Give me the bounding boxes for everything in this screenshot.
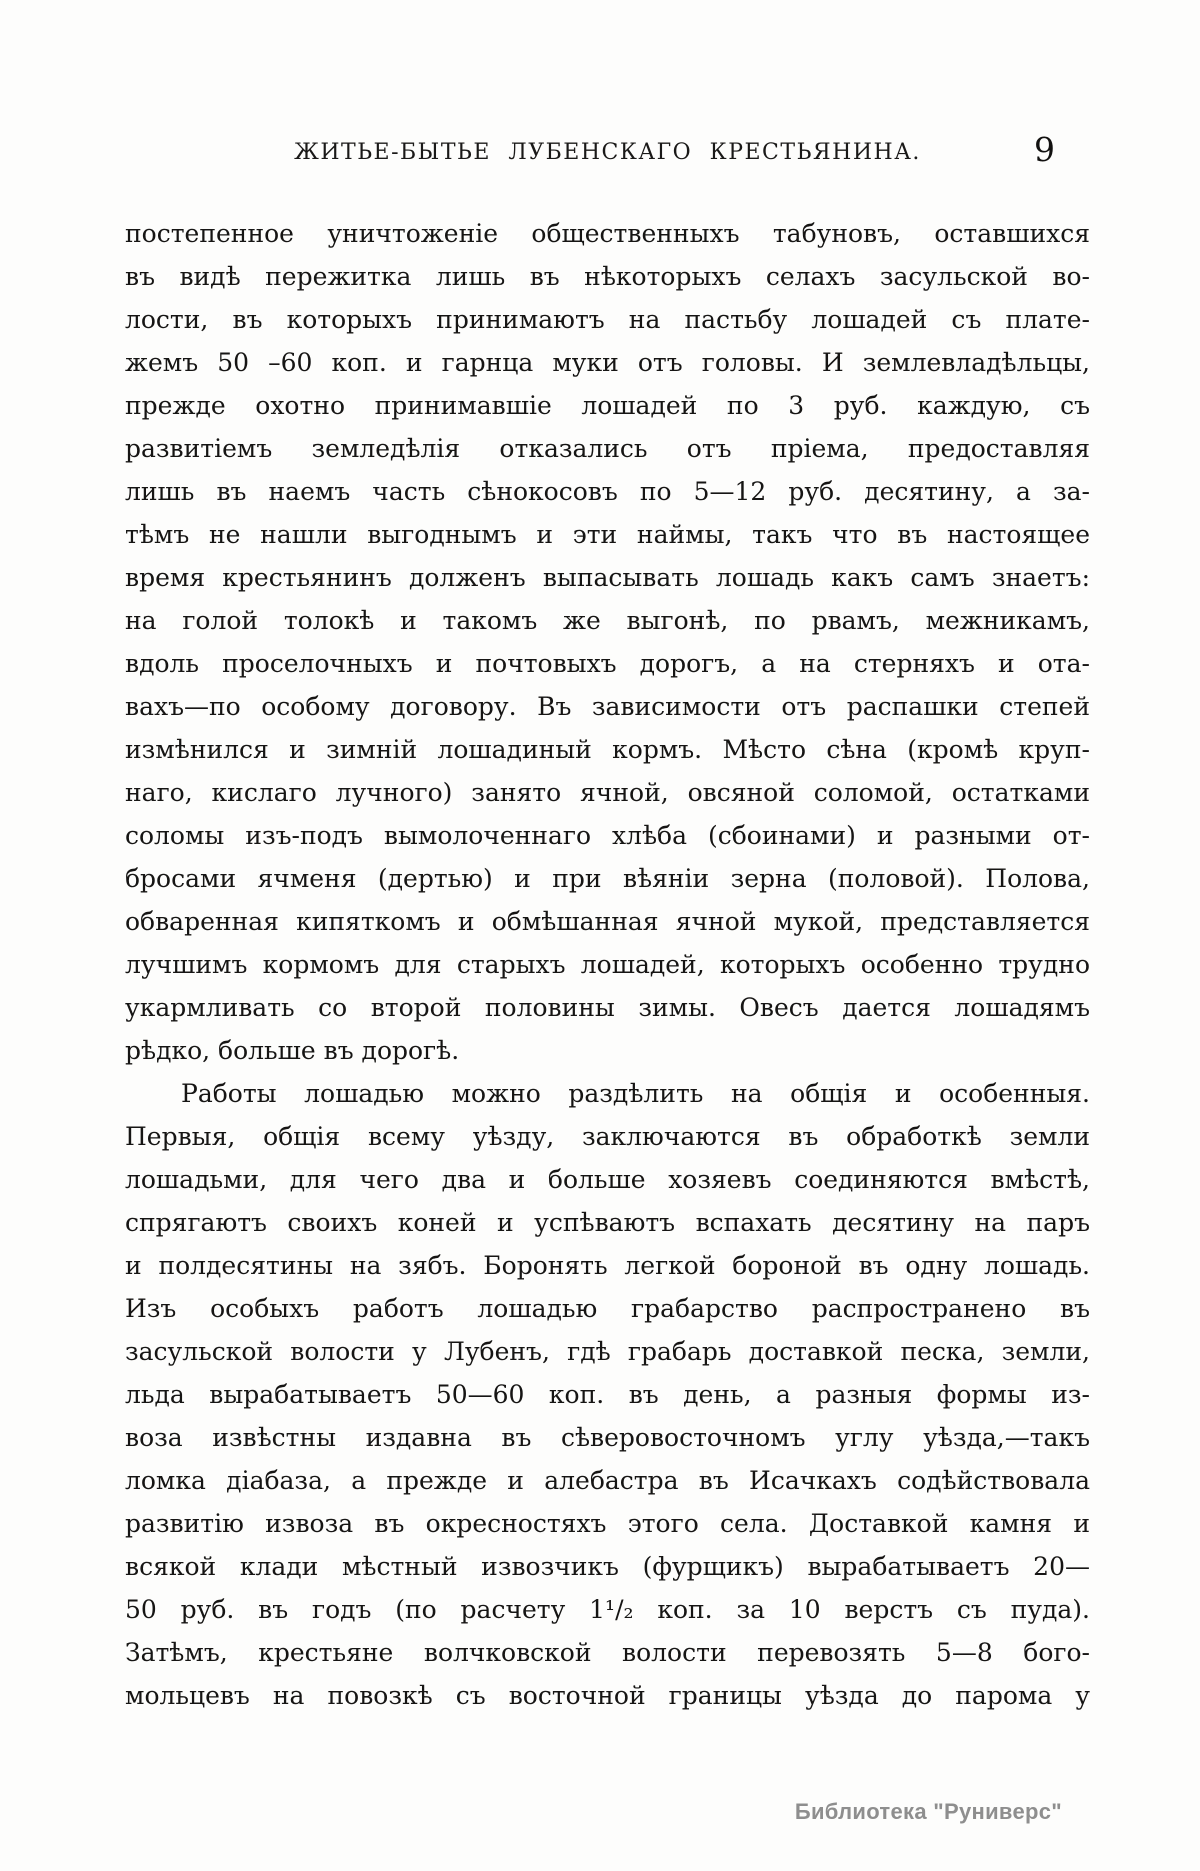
- text-line: наго, кислаго лучного) занято ячной, овсяной соломой, остатками: [125, 778, 1090, 807]
- text-line: лошадьми, для чего два и больше хозяевъ соединяются вмѣстѣ,: [125, 1165, 1090, 1194]
- text-line: вахъ—по особому договору. Въ зависимости отъ распашки степей: [125, 692, 1090, 721]
- text-line: лости, въ которыхъ принимаютъ на пастьбу лошадей съ плате-: [125, 305, 1090, 334]
- text-line: тѣмъ не нашли выгоднымъ и эти наймы, такъ что въ настоящее: [125, 520, 1090, 549]
- text-line: 50 руб. въ годъ (по расчету 1¹/₂ коп. за 10 верстъ съ пуда).: [125, 1595, 1090, 1624]
- text-line: бросами ячменя (дертью) и при вѣяніи зерна (половой). Полова,: [125, 864, 1090, 893]
- text-line: обваренная кипяткомъ и обмѣшанная ячной мукой, представляется: [125, 907, 1090, 936]
- text-line: время крестьянинъ долженъ выпасывать лошадь какъ самъ знаетъ:: [125, 563, 1090, 592]
- page-number: 9: [1034, 130, 1055, 169]
- text-line: лишь въ наемъ часть сѣнокосовъ по 5—12 руб. десятину, а за-: [125, 477, 1090, 506]
- text-line: Первыя, общія всему уѣзду, заключаются въ обработкѣ земли: [125, 1122, 1090, 1151]
- text-line: измѣнился и зимній лошадиный кормъ. Мѣсто сѣна (кромѣ круп-: [125, 735, 1090, 764]
- text-line: Затѣмъ, крестьяне волчковской волости перевозять 5—8 бого-: [125, 1638, 1090, 1667]
- text-line: Изъ особыхъ работъ лошадью грабарство распространено въ: [125, 1294, 1090, 1323]
- text-line: лучшимъ кормомъ для старыхъ лошадей, которыхъ особенно трудно: [125, 950, 1090, 979]
- text-line: воза извѣстны издавна въ сѣверовосточномъ углу уѣзда,—такъ: [125, 1423, 1090, 1452]
- text-line: на голой толокѣ и такомъ же выгонѣ, по рвамъ, межникамъ,: [125, 606, 1090, 635]
- text-line: ломка діабаза, а прежде и алебастра въ Исачкахъ содѣйствовала: [125, 1466, 1090, 1495]
- text-line: укармливать со второй половины зимы. Овесъ дается лошадямъ: [125, 993, 1090, 1022]
- text-line: рѣдко, больше въ дорогѣ.: [125, 1036, 460, 1065]
- library-watermark: Библиотека "Руниверс": [794, 1799, 1062, 1824]
- running-header-title: ЖИТЬЕ-БЫТЬЕ ЛУБЕНСКАГО КРЕСТЬЯНИНА.: [294, 140, 921, 165]
- text-line: соломы изъ-подъ вымолоченнаго хлѣба (сбоинами) и разными от-: [125, 821, 1090, 850]
- text-line: постепенное уничтоженіе общественныхъ табуновъ, оставшихся: [125, 219, 1090, 248]
- text-line: засульской волости у Лубенъ, гдѣ грабарь доставкой песка, земли,: [125, 1337, 1090, 1366]
- text-line: Работы лошадью можно раздѣлить на общія и особенныя.: [181, 1079, 1090, 1108]
- text-line: вдоль проселочныхъ и почтовыхъ дорогъ, а на стерняхъ и ота-: [125, 649, 1090, 678]
- text-line: спрягаютъ своихъ коней и успѣваютъ вспахать десятину на паръ: [125, 1208, 1090, 1237]
- text-line: развитіемъ земледѣлія отказались отъ пріема, предоставляя: [125, 434, 1090, 463]
- text-line: развитію извоза въ окресностяхъ этого села. Доставкой камня и: [125, 1509, 1090, 1538]
- page-body: [125, 212, 1090, 1717]
- text-line: всякой клади мѣстный извозчикъ (фурщикъ) вырабатываетъ 20—: [125, 1552, 1090, 1581]
- text-line: мольцевъ на повозкѣ съ восточной границы уѣзда до парома у: [125, 1681, 1090, 1710]
- text-line: прежде охотно принимавшіе лошадей по 3 руб. каждую, съ: [125, 391, 1090, 420]
- text-line: жемъ 50 –60 коп. и гарнца муки отъ головы. И землевладѣльцы,: [125, 348, 1090, 377]
- text-line: въ видѣ пережитка лишь въ нѣкоторыхъ селахъ засульской во-: [125, 262, 1090, 291]
- text-line: льда вырабатываетъ 50—60 коп. въ день, а разныя формы из-: [125, 1380, 1090, 1409]
- text-line: и полдесятины на зябъ. Боронять легкой бороной въ одну лошадь.: [125, 1251, 1090, 1280]
